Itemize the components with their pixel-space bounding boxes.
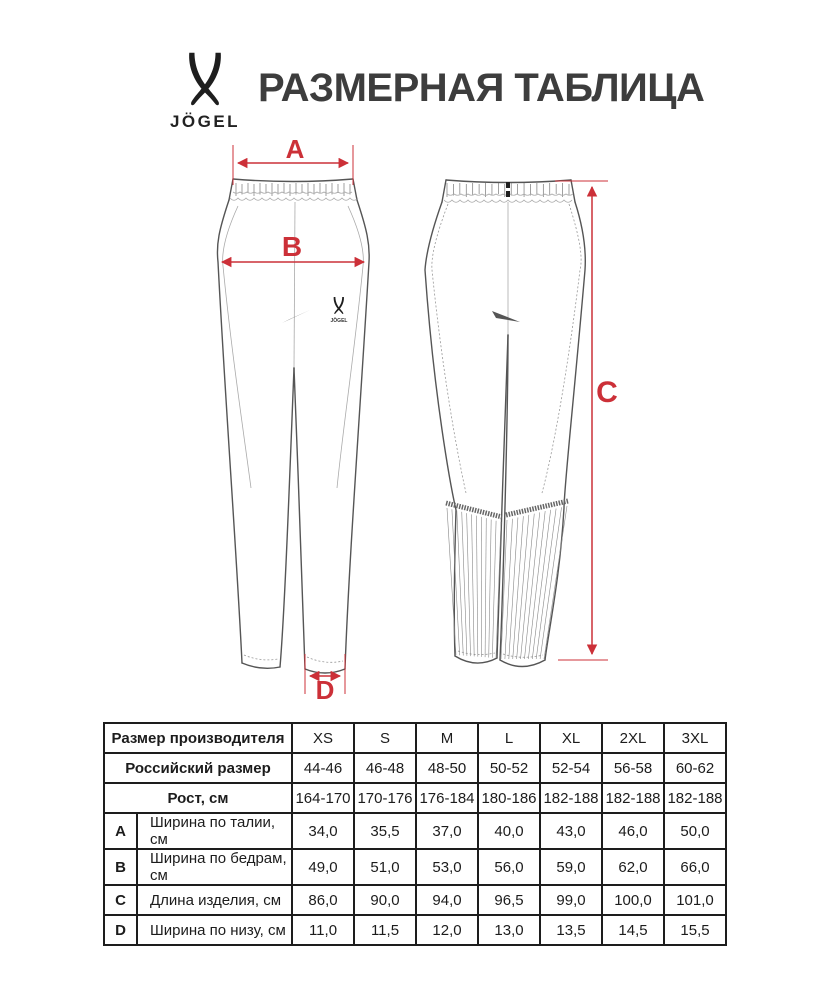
measure-label-C: C [596, 376, 618, 409]
measure-key: D [104, 915, 137, 945]
size-value: 176-184 [416, 783, 478, 813]
measure-label-B: B [281, 231, 303, 262]
size-value: 99,0 [540, 885, 602, 915]
measure-A [233, 138, 353, 185]
size-value: 13,0 [478, 915, 540, 945]
brand-logo [158, 52, 252, 132]
size-value: 66,0 [664, 849, 726, 885]
size-value: 43,0 [540, 813, 602, 849]
drawstring-bartack [506, 191, 510, 197]
size-value: 59,0 [540, 849, 602, 885]
size-value: 48-50 [416, 753, 478, 783]
table-measure-row [104, 813, 726, 849]
row-label: Длина изделия, см [137, 885, 292, 915]
size-value: 50,0 [664, 813, 726, 849]
page-title: РАЗМЕРНАЯ ТАБЛИЦА [258, 66, 705, 110]
size-value: 34,0 [292, 813, 354, 849]
size-value: 182-188 [540, 783, 602, 813]
table-measure-row [104, 849, 726, 885]
size-value: S [354, 723, 416, 753]
measure-key: A [104, 813, 137, 849]
mini-jogel-logo-icon [331, 297, 348, 324]
row-label: Рост, см [104, 783, 292, 813]
size-value: 46-48 [354, 753, 416, 783]
row-label: Ширина по бедрам, см [137, 849, 292, 885]
drawstring-bartack [506, 182, 510, 188]
size-value: 40,0 [478, 813, 540, 849]
size-value: 164-170 [292, 783, 354, 813]
size-value: 182-188 [664, 783, 726, 813]
size-value: 170-176 [354, 783, 416, 813]
size-value: 56,0 [478, 849, 540, 885]
measure-C [555, 181, 618, 660]
mini-logo-text: JÖGEL [330, 318, 348, 324]
size-value: 51,0 [354, 849, 416, 885]
table-header-row [104, 753, 726, 783]
size-value: 96,5 [478, 885, 540, 915]
table-header-row [104, 723, 726, 753]
rib-cuff-band [446, 503, 502, 517]
size-value: 14,5 [602, 915, 664, 945]
crotch-swoosh-mark [282, 310, 310, 323]
size-value: 101,0 [664, 885, 726, 915]
size-value: 3XL [664, 723, 726, 753]
rib-cuff-band [506, 501, 568, 515]
size-value: 13,5 [540, 915, 602, 945]
size-value: 2XL [602, 723, 664, 753]
measure-label-A: A [285, 138, 305, 164]
measure-label-D: D [315, 675, 335, 705]
size-value: L [478, 723, 540, 753]
size-value: 52-54 [540, 753, 602, 783]
size-value: M [416, 723, 478, 753]
measure-B [222, 231, 364, 262]
size-value: 94,0 [416, 885, 478, 915]
size-table [103, 722, 727, 946]
row-label: Российский размер [104, 753, 292, 783]
measure-key: B [104, 849, 137, 885]
pants-back-outline [425, 180, 585, 667]
size-value: XS [292, 723, 354, 753]
size-value: 46,0 [602, 813, 664, 849]
size-value: 60-62 [664, 753, 726, 783]
measure-key: C [104, 885, 137, 915]
jogel-logo-icon [184, 52, 226, 108]
size-value: 15,5 [664, 915, 726, 945]
pants-front-view-drawing [193, 138, 408, 713]
brand-logo-text: JÖGEL [169, 112, 241, 131]
table-measure-row [104, 915, 726, 945]
size-value: 90,0 [354, 885, 416, 915]
size-value: XL [540, 723, 602, 753]
size-value: 12,0 [416, 915, 478, 945]
size-value: 37,0 [416, 813, 478, 849]
size-value: 35,5 [354, 813, 416, 849]
size-value: 50-52 [478, 753, 540, 783]
crotch-swoosh-mark [492, 311, 520, 322]
size-value: 180-186 [478, 783, 540, 813]
size-value: 44-46 [292, 753, 354, 783]
row-label: Ширина по низу, см [137, 915, 292, 945]
size-value: 49,0 [292, 849, 354, 885]
size-value: 11,0 [292, 915, 354, 945]
table-header-row [104, 783, 726, 813]
size-value: 182-188 [602, 783, 664, 813]
row-label: Размер производителя [104, 723, 292, 753]
row-label: Ширина по талии, см [137, 813, 292, 849]
size-value: 56-58 [602, 753, 664, 783]
size-value: 11,5 [354, 915, 416, 945]
size-value: 86,0 [292, 885, 354, 915]
table-measure-row [104, 885, 726, 915]
pants-back-view-drawing [418, 158, 633, 718]
size-value: 62,0 [602, 849, 664, 885]
size-value: 100,0 [602, 885, 664, 915]
size-value: 53,0 [416, 849, 478, 885]
